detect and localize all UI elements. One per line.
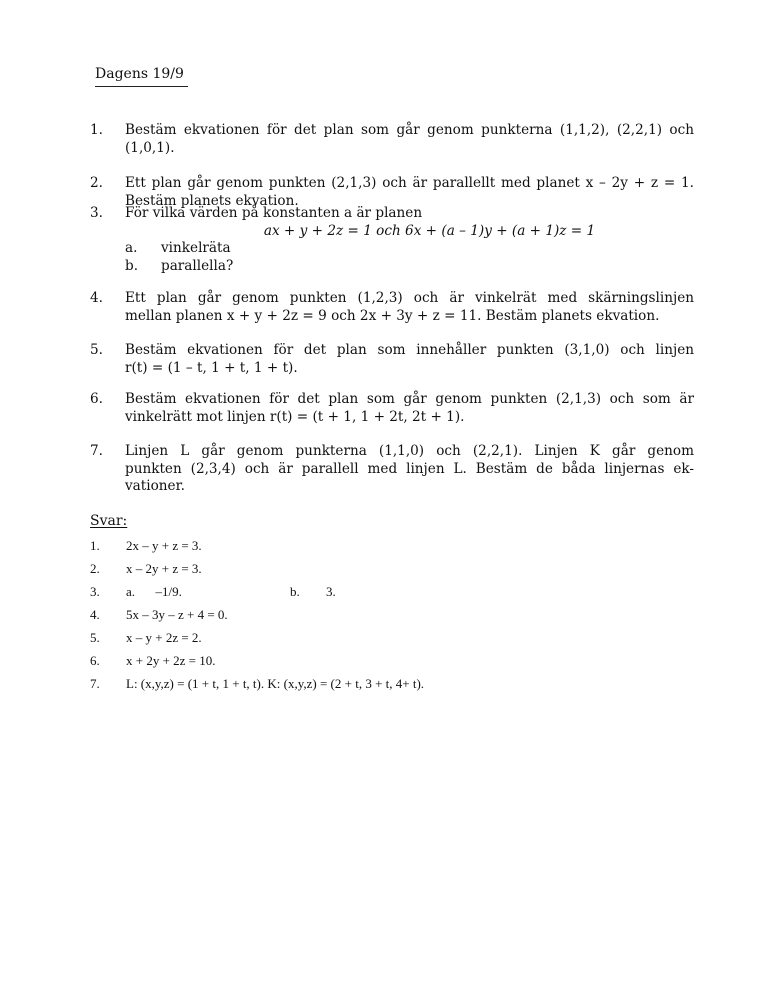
sub-label: b. — [125, 257, 139, 274]
problem-number: 6. — [90, 391, 103, 407]
answer-text: x – 2y + z = 3. — [126, 561, 202, 576]
page-title: Dagens 19/9 — [95, 66, 188, 87]
problem-number: 5. — [90, 342, 103, 358]
answer-number: 6. — [90, 653, 100, 668]
problem-number: 2. — [90, 175, 103, 191]
sub-label: b. — [290, 584, 300, 599]
problem-text-line: För vilka värden på konstanten a är planen — [125, 205, 423, 221]
problem-text-line: Ett plan går genom punkten (2,1,3) och är parallellt med planet x – 2y + z = 1. — [125, 175, 694, 191]
answer-number: 4. — [90, 607, 100, 622]
problem-number: 7. — [90, 443, 103, 459]
problem-6 — [90, 391, 694, 426]
answer-number: 1. — [90, 538, 100, 553]
answer-text: x + 2y + 2z = 10. — [126, 653, 216, 668]
answers-heading: Svar: — [90, 513, 128, 529]
sub-text: vinkelräta — [161, 240, 231, 257]
answer-text: 5x – 3y – z + 4 = 0. — [126, 607, 228, 622]
sub-answer: 3. — [326, 584, 336, 599]
problem-text-line: vinkelrätt mot linjen r(t) = (t + 1, 1 + 2t, 2t + 1). — [125, 408, 465, 425]
problem-1 — [90, 122, 694, 157]
answer-text: 2x – y + z = 3. — [126, 538, 202, 553]
answer-text: L: (x,y,z) = (1 + t, 1 + t, t). K: (x,y,z) = (2 + t, 3 + t, 4+ t). — [126, 676, 425, 691]
problem-text-line: Bestäm ekvationen för det plan som går genom punkterna (1,1,2), (2,2,1) och — [125, 122, 694, 138]
sub-question-b — [125, 258, 694, 276]
answer-number: 7. — [90, 676, 100, 691]
problem-7 — [90, 443, 694, 496]
answer-sub-a — [126, 584, 182, 600]
answer-number: 3. — [90, 584, 100, 599]
problem-text-line: vationer. — [125, 478, 185, 495]
problem-text-line: punkten (2,3,4) och är parallell med linjen L. Bestäm de båda linjernas ek- — [125, 460, 694, 477]
problem-text-line: mellan planen x + y + 2z = 9 och 2x + 3y + z = 11. Bestäm planets ekvation. — [125, 307, 660, 324]
problem-3 — [90, 205, 694, 275]
problem-text-line: r(t) = (1 – t, 1 + t, 1 + t). — [125, 359, 298, 376]
sub-question-a — [125, 240, 694, 258]
problem-number: 1. — [90, 122, 103, 138]
problem-text-line: Ett plan går genom punkten (1,2,3) och är vinkelrät med skärningslinjen — [125, 290, 694, 306]
problem-text-line: Bestäm ekvationen för det plan som innehåller punkten (3,1,0) och linjen — [125, 342, 694, 358]
problem-number: 4. — [90, 290, 103, 306]
answer-number: 5. — [90, 630, 100, 645]
sub-label: a. — [125, 240, 138, 257]
problem-text-line: Bestäm planets ekvation. — [125, 192, 299, 209]
problem-text-line: (1,0,1). — [125, 139, 175, 156]
problem-text-line: Bestäm ekvationen för det plan som går genom punkten (2,1,3) och som är — [125, 391, 694, 407]
sub-answer: –1/9. — [155, 584, 182, 599]
problem-4 — [90, 290, 694, 325]
sub-label: a. — [126, 584, 136, 599]
problem-5 — [90, 342, 694, 377]
answer-number: 2. — [90, 561, 100, 576]
problem-text-line: Linjen L går genom punkterna (1,1,0) och (2,2,1). Linjen K går genom — [125, 443, 694, 459]
problem-equation: ax + y + 2z = 1 och 6x + (a – 1)y + (a + 1)z = 1 — [263, 222, 596, 239]
sub-text: parallella? — [161, 257, 234, 274]
problem-number: 3. — [90, 205, 103, 221]
answer-text: x – y + 2z = 2. — [126, 630, 202, 645]
